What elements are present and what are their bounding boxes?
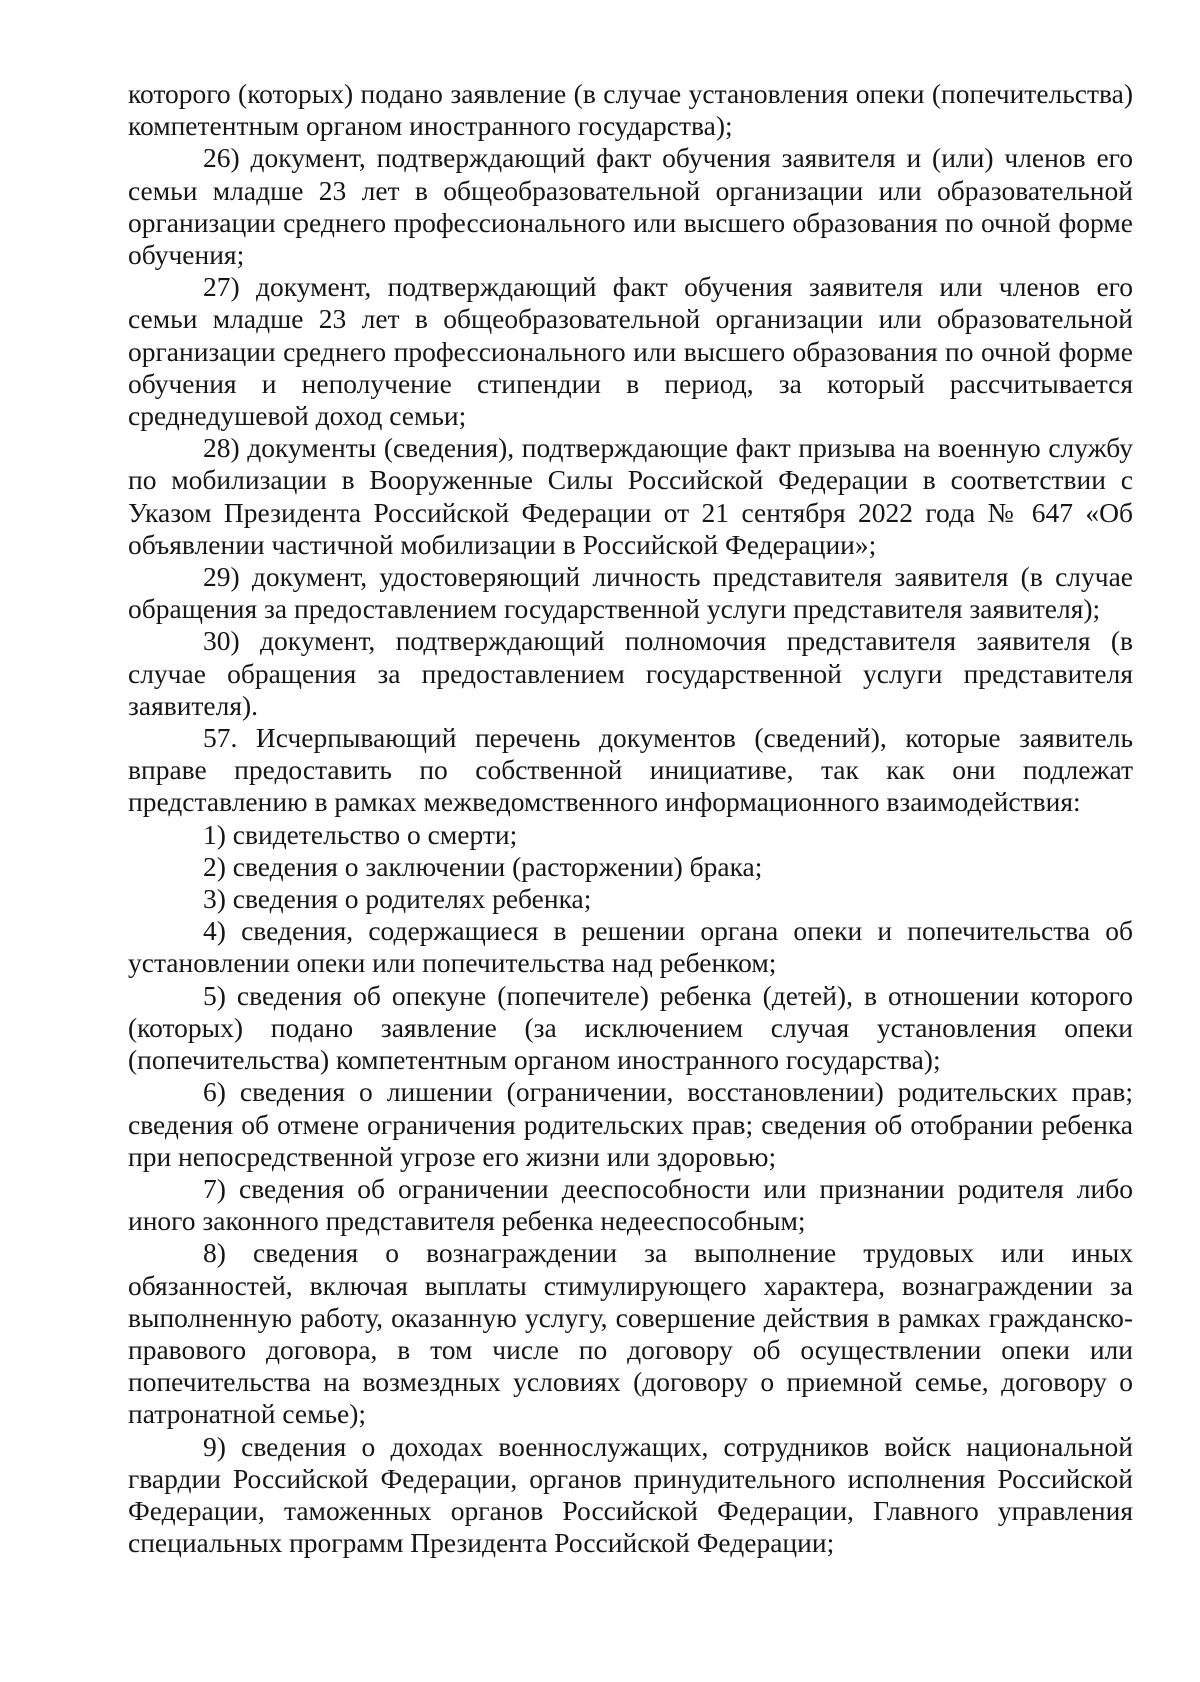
paragraph-item-29: 29) документ, удостоверяющий личность представителя заявителя (в случае обращения за предоставлением государственной услуги представителя заявителя); — [128, 561, 1133, 625]
paragraph-item-7: 7) сведения об ограничении дееспособности или признании родителя либо иного законного представителя ребенка недееспособным; — [128, 1172, 1133, 1237]
paragraph-item-8: 8) сведения о вознаграждении за выполнение трудовых или иных обязанностей, включая выплаты стимулирующего характера, вознаграждении за выполненную работу, оказанную услугу, совершение действия в рамках гражданско-правового договора, в том числе по договору об осуществлении опеки или попечительства на возмездных условиях (договору о приемной семье, договору о патронатной семье); — [128, 1237, 1133, 1430]
paragraph-item-30: 30) документ, подтверждающий полномочия представителя заявителя (в случае обращения за предоставлением государственной услуги представителя заявителя). — [128, 625, 1133, 721]
document-page — [128, 78, 1133, 1559]
paragraph-item-6: 6) сведения о лишении (ограничении, восстановлении) родительских прав; сведения об отмене ограничения родительских прав; сведения об отобрании ребенка при непосредственной угрозе его жизни или здоровью; — [128, 1076, 1133, 1172]
paragraph-item-3: 3) сведения о родителях ребенка; — [203, 883, 592, 915]
paragraph-item-27: 27) документ, подтверждающий факт обучения заявителя или членов его семьи младше 23 лет в общеобразовательной организации или образовательной организации среднего профессионального или высшего образования по очной форме обучения и неполучение стипендии в период, за который рассчитывается среднедушевой доход семьи; — [128, 271, 1133, 432]
paragraph-continuation: которого (которых) подано заявление (в случае установления опеки (попечительства) компетентным органом иностранного государства); — [128, 78, 1133, 142]
paragraph-item-4: 4) сведения, содержащиеся в решении органа опеки и попечительства об установлении опеки или попечительства над ребенком; — [128, 915, 1133, 979]
paragraph-item-28: 28) документы (сведения), подтверждающие факт призыва на военную службу по мобилизации в Вооруженные Силы Российской Федерации в соответствии с Указом Президента Российской Федерации от 21 сентября 2022 года № 647 «Об объявлении частичной мобилизации в Российской Федерации»; — [128, 432, 1133, 560]
paragraph-item-2: 2) сведения о заключении (расторжении) брака; — [203, 850, 763, 882]
paragraph-item-26: 26) документ, подтверждающий факт обучения заявителя и (или) членов его семьи младше 23 лет в общеобразовательной организации или образовательной организации среднего профессионального или высшего образования по очной форме обучения; — [128, 142, 1133, 271]
paragraph-item-9: 9) сведения о доходах военнослужащих, сотрудников войск национальной гвардии Российской Федерации, органов принудительного исполнения Российской Федерации, таможенных органов Российской Федерации, Главного управления специальных программ Президента Российской Федерации; — [128, 1430, 1133, 1559]
paragraph-clause-57: 57. Исчерпывающий перечень документов (сведений), которые заявитель вправе предоставить по собственной инициативе, так как они подлежат представлению в рамках межведомственного информационного взаимодействия: — [128, 722, 1133, 818]
paragraph-item-5: 5) сведения об опекуне (попечителе) ребенка (детей), в отношении которого (которых) подано заявление (за исключением случая установления опеки (попечительства) компетентным органом иностранного государства); — [128, 979, 1133, 1076]
paragraph-item-1: 1) свидетельство о смерти; — [203, 818, 518, 850]
